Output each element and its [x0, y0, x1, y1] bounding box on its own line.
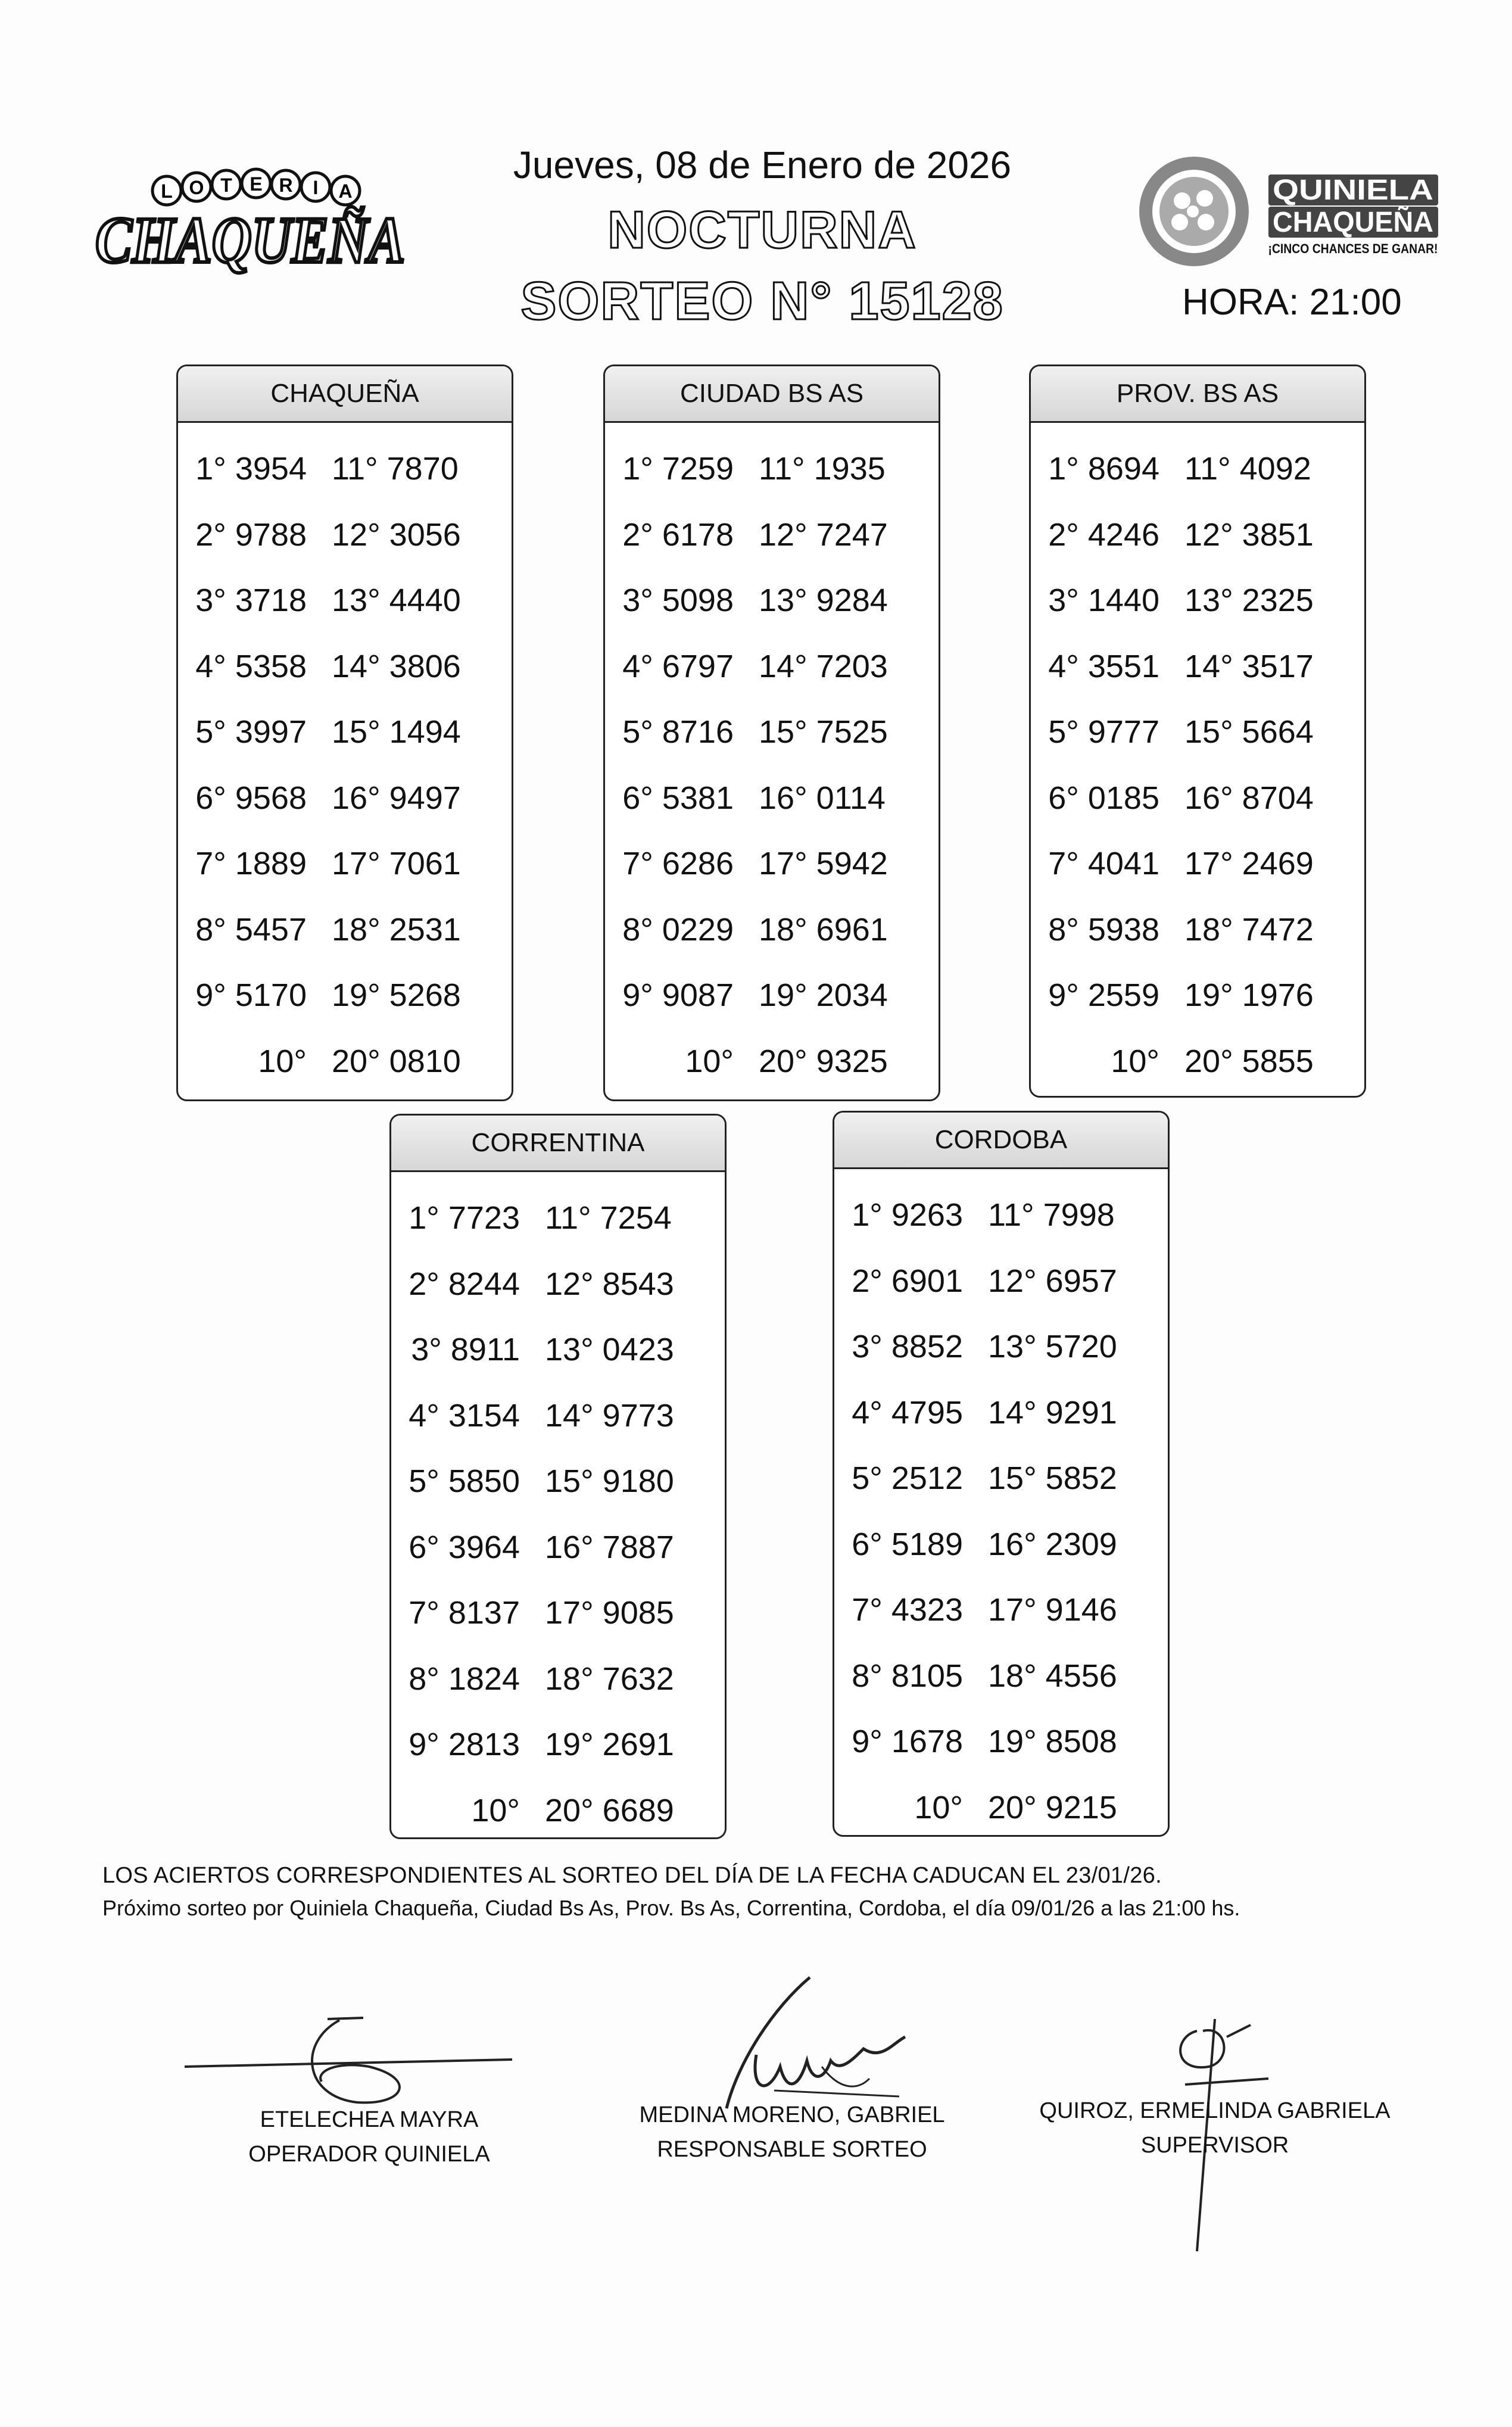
prize-position-entry: 6° 0185	[1048, 780, 1159, 816]
prize-position-entry: 9° 9087	[622, 977, 734, 1013]
results-table-cordoba	[833, 1111, 1170, 1837]
result-row	[605, 962, 939, 1029]
prize-position-entry: 7° 6286	[622, 846, 734, 881]
result-row	[1031, 436, 1364, 502]
prize-position-entry: 1° 7723	[409, 1200, 520, 1236]
signer-role: RESPONSABLE SORTEO	[657, 2137, 927, 2162]
prize-position-entry: 16° 0114	[759, 780, 886, 816]
prize-position-entry: 2° 6901	[852, 1263, 963, 1299]
prize-position-entry: 17° 5942	[759, 846, 888, 881]
results-table-prov-bs-as	[1029, 364, 1366, 1098]
result-row	[1031, 765, 1364, 831]
result-row	[605, 568, 939, 634]
prize-position-entry: 3° 3718	[195, 582, 307, 618]
prize-position-entry: 3° 8852	[852, 1329, 963, 1364]
prize-position-entry: 11° 7870	[332, 451, 459, 487]
prize-position-entry: 14° 7203	[759, 648, 888, 684]
prize-position-entry: 19° 2034	[759, 977, 888, 1013]
svg-text:T: T	[220, 175, 232, 196]
prize-position-entry: 17° 9146	[988, 1592, 1117, 1628]
result-row	[605, 765, 939, 831]
svg-text:L: L	[161, 180, 173, 202]
result-row	[834, 1314, 1168, 1380]
prize-position-entry: 10°	[1111, 1043, 1159, 1079]
result-row	[178, 962, 512, 1029]
prize-position-entry: 1° 9263	[852, 1197, 963, 1233]
result-row	[834, 1445, 1168, 1512]
prize-position-entry: 4° 3551	[1048, 648, 1159, 684]
draw-time: HORA: 21:00	[1182, 282, 1402, 323]
result-row	[605, 634, 939, 700]
prize-position-entry: 14° 9291	[988, 1394, 1117, 1431]
result-row	[391, 1185, 725, 1251]
prize-position-entry: 7° 4323	[852, 1592, 963, 1628]
prize-position-entry: 11° 1935	[759, 451, 886, 487]
result-row	[834, 1709, 1168, 1775]
prize-position-entry: 4° 5358	[195, 648, 307, 684]
prize-position-entry: 15° 1494	[332, 714, 461, 750]
result-row	[1031, 962, 1364, 1029]
prize-position-entry: 20° 9215	[988, 1789, 1117, 1825]
prize-position-entry: 20° 6689	[545, 1792, 674, 1828]
prize-position-entry: 11° 7254	[545, 1200, 672, 1236]
results-list	[605, 423, 939, 1094]
prize-position-entry: 7° 4041	[1048, 846, 1159, 881]
prize-position-entry: 10°	[914, 1789, 963, 1825]
signer-role: SUPERVISOR	[1140, 2133, 1289, 2158]
prize-position-entry: 6° 5381	[622, 780, 734, 816]
prize-position-entry: 5° 9777	[1048, 714, 1159, 750]
prize-position-entry: 4° 6797	[622, 648, 734, 684]
prize-position-entry: 20° 0810	[332, 1043, 461, 1079]
prize-position-entry: 17° 9085	[545, 1595, 674, 1631]
result-row	[834, 1248, 1168, 1314]
result-row	[1031, 568, 1364, 634]
result-row	[605, 1029, 939, 1095]
prize-position-entry: 2° 9788	[195, 516, 307, 553]
prize-position-entry: 13° 0423	[545, 1332, 674, 1367]
prize-position-entry: 3° 1440	[1048, 582, 1159, 618]
prize-position-entry: 8° 0229	[622, 911, 734, 948]
svg-text:R: R	[279, 175, 293, 196]
prize-position-entry: 6° 3964	[409, 1529, 520, 1565]
signer-name: ETELECHEA MAYRA	[260, 2107, 479, 2132]
signer-role: OPERADOR QUINIELA	[248, 2142, 490, 2167]
prize-position-entry: 14° 9773	[545, 1397, 674, 1434]
prize-position-entry: 18° 6961	[759, 911, 888, 948]
prize-position-entry: 10°	[258, 1043, 307, 1079]
result-row	[834, 1643, 1168, 1709]
prize-position-entry: 18° 2531	[332, 911, 461, 948]
result-row	[605, 436, 939, 502]
result-row	[391, 1317, 725, 1383]
loteria-chaquena-logo	[89, 161, 411, 280]
prize-position-entry: 19° 5268	[332, 977, 461, 1013]
result-row	[391, 1712, 725, 1778]
signature-block-operador	[226, 2102, 512, 2171]
prize-position-entry: 4° 4795	[852, 1394, 963, 1431]
prize-position-entry: 10°	[471, 1792, 520, 1828]
prize-position-entry: 20° 9325	[759, 1043, 888, 1079]
result-row	[178, 897, 512, 963]
results-table-chaquena	[176, 364, 513, 1101]
prize-position-entry: 15° 9180	[545, 1463, 674, 1499]
result-row	[178, 765, 512, 831]
table-title: CHAQUEÑA	[178, 366, 512, 423]
logo-right-tagline: ¡CINCO CHANCES DE GANAR!	[1268, 241, 1438, 256]
prize-position-entry: 5° 2512	[852, 1460, 963, 1496]
prize-position-entry: 12° 6957	[988, 1263, 1117, 1299]
results-table-correntina	[389, 1114, 727, 1839]
prize-position-entry: 20° 5855	[1184, 1043, 1314, 1079]
result-row	[1031, 502, 1364, 568]
prize-position-entry: 9° 5170	[195, 977, 307, 1013]
table-title: CORRENTINA	[391, 1116, 725, 1172]
results-list	[178, 423, 512, 1094]
table-title: CIUDAD BS AS	[605, 366, 939, 423]
result-row	[605, 897, 939, 963]
svg-text:E: E	[250, 173, 263, 195]
prize-position-entry: 6° 5189	[852, 1526, 963, 1562]
result-row	[178, 634, 512, 700]
prize-position-entry: 12° 8543	[545, 1266, 674, 1302]
results-list	[834, 1169, 1168, 1837]
signer-name: QUIROZ, ERMELINDA GABRIELA	[1039, 2098, 1391, 2123]
prize-position-entry: 3° 8911	[411, 1332, 520, 1367]
result-row	[178, 1029, 512, 1095]
result-row	[391, 1646, 725, 1712]
result-row	[391, 1515, 725, 1581]
prize-position-entry: 5° 8716	[622, 714, 734, 750]
prize-position-entry: 2° 6178	[622, 516, 734, 553]
prize-position-entry: 5° 5850	[409, 1463, 520, 1499]
prize-position-entry: 8° 5938	[1048, 911, 1159, 948]
result-row	[391, 1580, 725, 1646]
results-table-ciudad-bs-as	[603, 364, 940, 1101]
prize-position-entry: 17° 7061	[332, 846, 461, 881]
result-row	[605, 699, 939, 765]
prize-position-entry: 8° 8105	[852, 1658, 963, 1694]
prize-position-entry: 13° 9284	[759, 582, 888, 618]
result-row	[178, 502, 512, 568]
result-row	[178, 436, 512, 502]
logo-right-line2: CHAQUEÑA	[1273, 207, 1438, 238]
result-row	[605, 831, 939, 897]
prize-position-entry: 12° 3851	[1184, 516, 1314, 553]
prize-position-entry: 13° 2325	[1184, 582, 1314, 618]
prize-position-entry: 17° 2469	[1184, 846, 1314, 881]
prize-position-entry: 16° 7887	[545, 1529, 674, 1565]
prize-position-entry: 1° 3954	[195, 451, 307, 487]
prize-position-entry: 19° 8508	[988, 1724, 1117, 1759]
results-list	[391, 1172, 725, 1839]
quiniela-chaquena-logo	[1134, 152, 1444, 271]
result-row	[391, 1448, 725, 1515]
result-row	[391, 1778, 725, 1840]
prize-position-entry: 6° 9568	[195, 780, 307, 816]
prize-position-entry: 14° 3517	[1184, 648, 1314, 684]
prize-position-entry: 15° 5852	[988, 1460, 1117, 1496]
next-draw-notice: Próximo sorteo por Quiniela Chaqueña, Ciudad Bs As, Prov. Bs As, Correntina, Cordoba, el día 09/01/26 a las 21:00 hs.	[102, 1896, 1240, 1920]
logo-ring-letters	[152, 169, 360, 205]
result-row	[834, 1182, 1168, 1248]
prize-position-entry: 2° 4246	[1048, 516, 1159, 553]
prize-position-entry: 1° 7259	[622, 451, 734, 487]
result-row	[834, 1775, 1168, 1837]
prize-position-entry: 15° 5664	[1184, 714, 1314, 750]
draw-number: SORTEO N° 15128	[520, 272, 1004, 331]
logo-left-wordmark: CHAQUEÑA	[95, 204, 405, 276]
prize-position-entry: 8° 1824	[409, 1660, 520, 1697]
result-row	[178, 568, 512, 634]
prize-position-entry: 4° 3154	[409, 1397, 520, 1434]
signature-block-responsable	[619, 2098, 965, 2167]
prize-position-entry: 13° 4440	[332, 582, 461, 618]
prize-position-entry: 14° 3806	[332, 648, 461, 684]
result-row	[1031, 1029, 1364, 1095]
svg-text:I: I	[313, 177, 319, 198]
prize-position-entry: 9° 2813	[409, 1727, 520, 1762]
result-row	[1031, 831, 1364, 897]
prize-position-entry: 7° 1889	[195, 846, 307, 881]
prize-position-entry: 7° 8137	[409, 1595, 520, 1631]
result-row	[1031, 634, 1364, 700]
prize-position-entry: 19° 1976	[1184, 977, 1314, 1013]
svg-text:A: A	[338, 180, 353, 202]
result-row	[1031, 699, 1364, 765]
prize-position-entry: 16° 9497	[332, 780, 461, 816]
prize-position-entry: 12° 3056	[332, 516, 461, 553]
signature-block-supervisor	[1018, 2093, 1411, 2163]
table-title: CORDOBA	[834, 1113, 1168, 1169]
expiry-notice: LOS ACIERTOS CORRESPONDIENTES AL SORTEO DEL DÍA DE LA FECHA CADUCAN EL 23/01/26.	[102, 1863, 1162, 1888]
table-title: PROV. BS AS	[1031, 366, 1364, 423]
prize-position-entry: 18° 4556	[988, 1658, 1117, 1694]
prize-position-entry: 11° 7998	[988, 1197, 1115, 1233]
result-row	[1031, 897, 1364, 963]
prize-position-entry: 16° 8704	[1184, 780, 1314, 816]
logo-right-line1: QUINIELA	[1273, 175, 1433, 206]
prize-position-entry: 11° 4092	[1184, 451, 1311, 487]
svg-text:O: O	[189, 177, 204, 198]
results-list	[1031, 423, 1364, 1094]
draw-session: NOCTURNA	[607, 200, 917, 259]
prize-position-entry: 15° 7525	[759, 714, 888, 750]
prize-position-entry: 16° 2309	[988, 1526, 1117, 1562]
signer-name: MEDINA MORENO, GABRIEL	[639, 2102, 945, 2127]
prize-position-entry: 10°	[685, 1043, 734, 1079]
result-row	[178, 699, 512, 765]
result-row	[834, 1577, 1168, 1643]
prize-position-entry: 9° 1678	[852, 1724, 963, 1759]
result-row	[834, 1512, 1168, 1578]
prize-position-entry: 9° 2559	[1048, 977, 1159, 1013]
prize-position-entry: 12° 7247	[759, 516, 888, 553]
result-row	[834, 1380, 1168, 1446]
draw-date: Jueves, 08 de Enero de 2026	[513, 144, 1012, 186]
prize-position-entry: 8° 5457	[195, 911, 307, 948]
prize-position-entry: 18° 7472	[1184, 911, 1314, 948]
prize-position-entry: 18° 7632	[545, 1660, 674, 1697]
prize-position-entry: 19° 2691	[545, 1727, 674, 1762]
result-row	[391, 1383, 725, 1449]
result-row	[605, 502, 939, 568]
result-row	[391, 1251, 725, 1317]
prize-position-entry: 5° 3997	[195, 714, 307, 750]
prize-position-entry: 2° 8244	[409, 1266, 520, 1302]
prize-position-entry: 3° 5098	[622, 582, 734, 618]
prize-position-entry: 1° 8694	[1048, 451, 1159, 487]
prize-position-entry: 13° 5720	[988, 1329, 1117, 1364]
result-row	[178, 831, 512, 897]
